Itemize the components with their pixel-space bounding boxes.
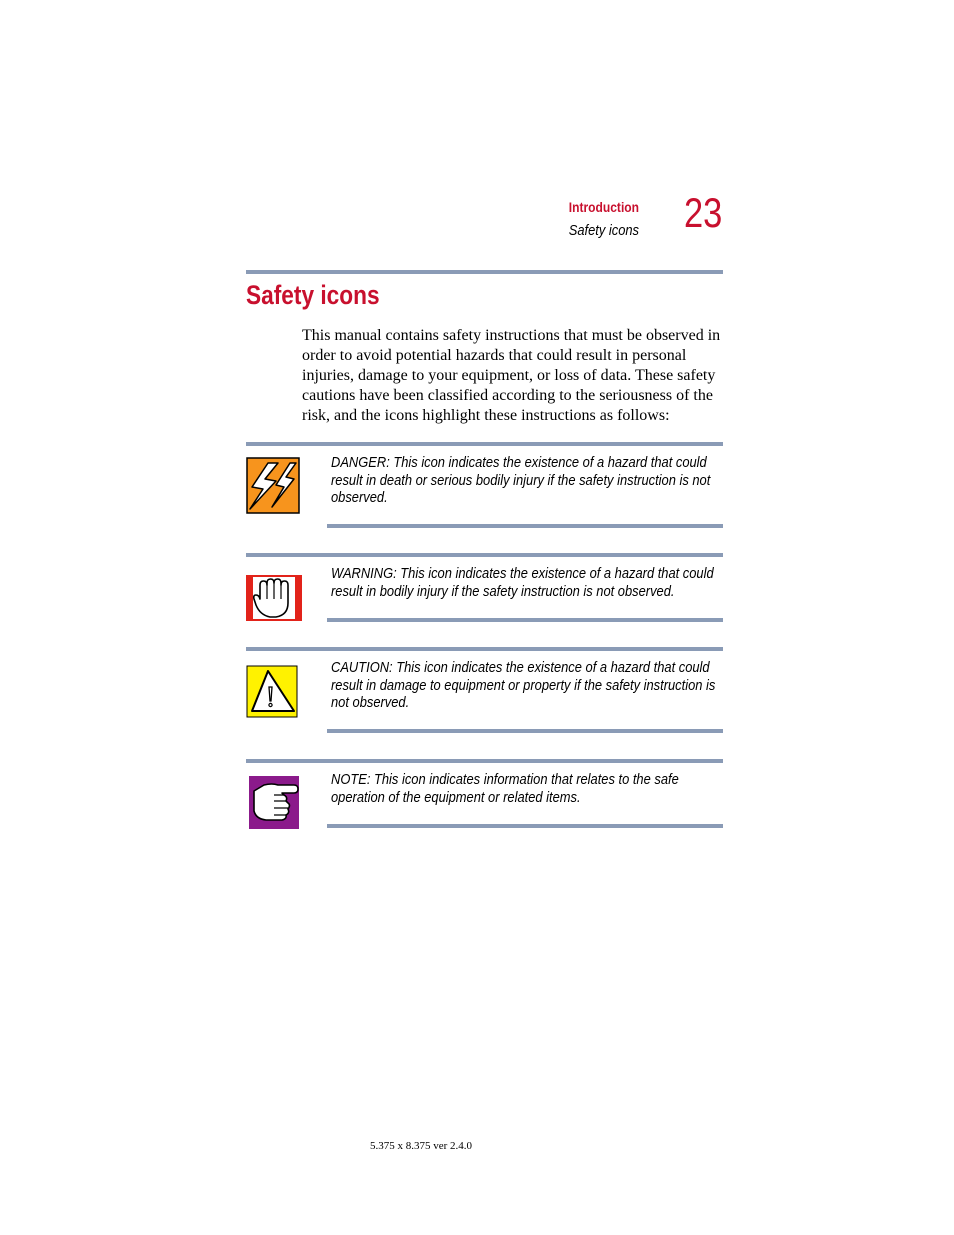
notice-warning-text: WARNING: This icon indicates the existence of a hazard that could result in bodily injury if the safety instruction is not observed. (331, 565, 714, 600)
notice-danger-text: DANGER: This icon indicates the existence of a hazard that could result in death or serious bodily injury if the safety instruction is not observed. (331, 454, 711, 506)
warning-hand-icon (246, 575, 302, 621)
notice-caution-text: CAUTION: This icon indicates the existence of a hazard that could result in damage to equipment or property if the safety instruction is not observed. (331, 659, 716, 711)
notice-note-text: NOTE: This icon indicates information that relates to the safe operation of the equipment or related items. (331, 771, 679, 806)
notice-danger-top-rule (246, 442, 723, 446)
title-rule (246, 270, 723, 274)
notice-caution-bottom-rule (327, 729, 723, 733)
intro-paragraph: This manual contains safety instructions that must be observed in order to avoid potential hazards that could result in personal injuries, damage to your equipment, or loss of data. These safety cautions have been classified according to the seriousness of the risk, and the icons highlight these instructions as follows: (302, 327, 721, 424)
header-section: Introduction (568, 199, 639, 215)
notice-note-bottom-rule (327, 824, 723, 828)
notice-warning-bottom-rule (327, 618, 723, 622)
footer-version: 5.375 x 8.375 ver 2.4.0 (370, 1140, 473, 1152)
header-subsection: Safety icons (568, 222, 639, 239)
notice-warning-top-rule (246, 553, 723, 557)
notice-note-top-rule (246, 759, 723, 763)
danger-lightning-icon (246, 457, 300, 514)
note-pointing-hand-icon (248, 775, 300, 830)
page-number: 23 (684, 189, 723, 236)
caution-triangle-icon (246, 665, 298, 718)
notice-danger-bottom-rule (327, 524, 723, 528)
notice-caution-top-rule (246, 647, 723, 651)
page-title: Safety icons (246, 280, 380, 310)
